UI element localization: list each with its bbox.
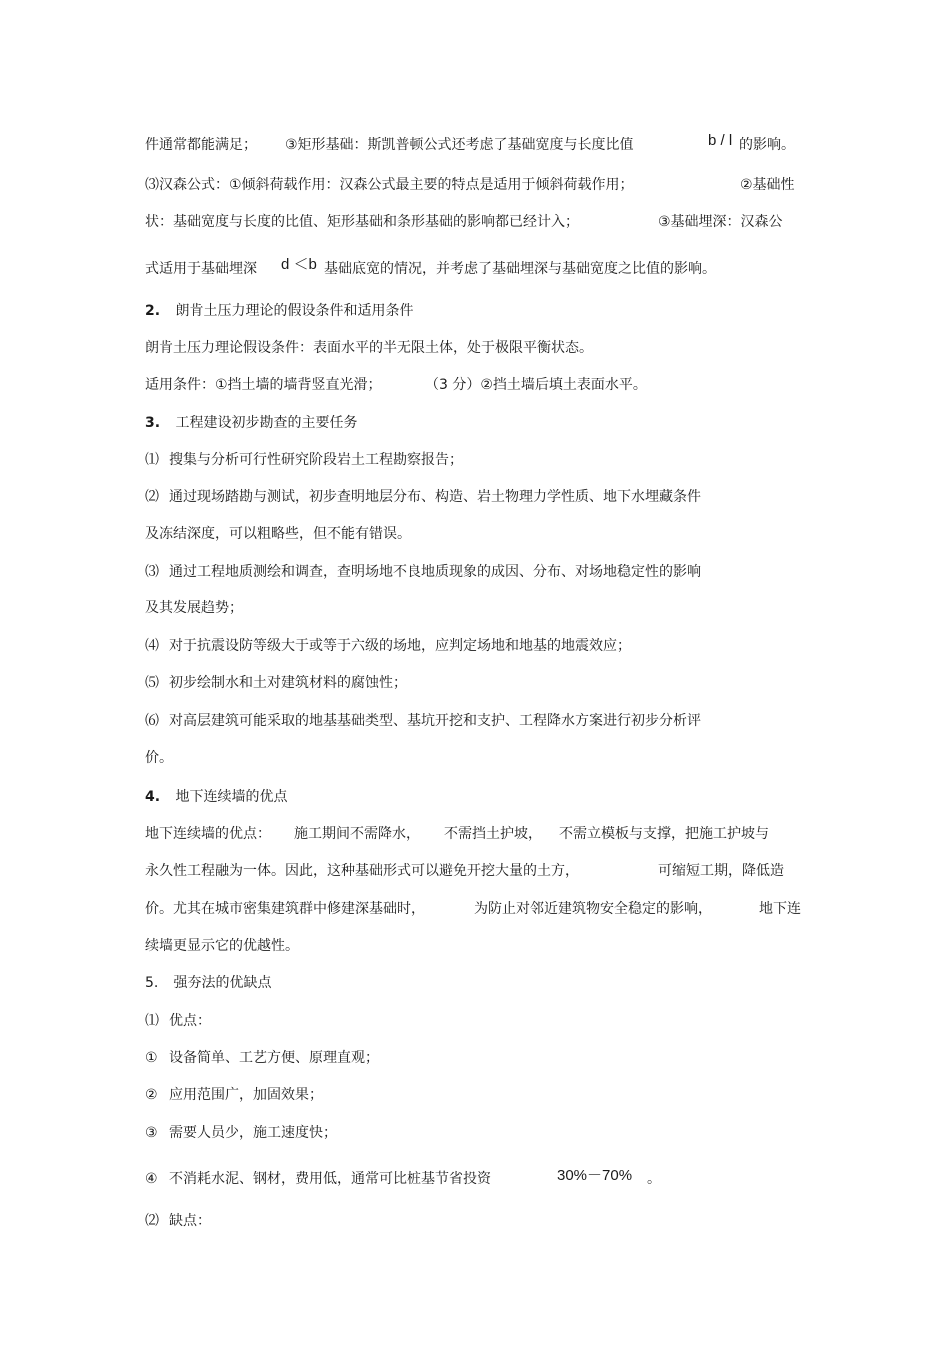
text-segment: 永久性工程融为一体。因此，这种基础形式可以避免开挖大量的土方， <box>145 863 579 879</box>
subsection-heading <box>145 1011 211 1031</box>
list-item-number: ③ <box>145 1125 158 1141</box>
text-segment: 的影响。 <box>739 137 795 153</box>
section-number: 2. <box>145 303 161 319</box>
list-item-text: 及其发展趋势； <box>145 600 243 616</box>
list-item-number: ⑵ <box>145 489 159 505</box>
text-segment: 地下连续墙的优点： <box>145 826 271 842</box>
list-item-text: 对高层建筑可能采取的地基基础类型、基坑开挖和支护、工程降水方案进行初步分析评 <box>169 713 701 729</box>
text-segment: 不需挡土护坡， <box>444 826 542 842</box>
list-item-number: ⑶ <box>145 564 159 580</box>
section-title: 朗肯土压力理论的假设条件和适用条件 <box>175 303 414 319</box>
list-item-text: 设备简单、工艺方便、原理直观； <box>169 1050 379 1066</box>
paragraph-line <box>145 338 593 358</box>
list-item-number: ⑸ <box>145 675 159 691</box>
list-item <box>145 487 701 507</box>
section-number: 5. <box>145 975 159 991</box>
text-segment: （3 分）②挡土墙后填土表面水平。 <box>425 377 647 393</box>
text-segment: 状：基础宽度与长度的比值、矩形基础和条形基础的影响都已经计入； <box>145 214 579 230</box>
text-segment: 可缩短工期，降低造 <box>658 863 784 879</box>
subsection-title: 缺点： <box>169 1213 211 1229</box>
list-item-number: ⑹ <box>145 713 159 729</box>
list-item-text: 搜集与分析可行性研究阶段岩土工程勘察报告； <box>169 452 463 468</box>
subsection-title: 优点： <box>169 1013 211 1029</box>
list-item <box>145 1169 491 1189</box>
text-segment: 式适用于基础埋深 <box>145 261 257 277</box>
text-segment: 。 <box>647 1171 661 1187</box>
text-segment: 地下连 <box>759 901 801 917</box>
formula-d-less-b: d ＜b <box>281 256 317 273</box>
text-segment: 基础底宽的情况，并考虑了基础埋深与基础宽度之比值的影响。 <box>324 261 716 277</box>
list-item-text: 不消耗水泥、钢材，费用低，通常可比桩基节省投资 <box>169 1171 491 1187</box>
list-item <box>145 562 701 582</box>
paragraph-line <box>145 259 257 279</box>
text-segment: 为防止对邻近建筑物安全稳定的影响， <box>474 901 712 917</box>
list-item-number: ⑷ <box>145 638 159 654</box>
section-heading <box>145 973 271 993</box>
list-item-text: 及冻结深度，可以粗略些，但不能有错误。 <box>145 526 411 542</box>
list-item <box>145 450 463 470</box>
list-item-number: ⑵ <box>145 1213 159 1229</box>
section-heading <box>145 413 357 433</box>
list-item-number: ① <box>145 1050 158 1066</box>
list-item-text: 通过现场踏勘与测试，初步查明地层分布、构造、岩土物理力学性质、地下水埋藏条件 <box>169 489 701 505</box>
list-item-number: ④ <box>145 1171 158 1187</box>
formula-percent-range: 30%－70% <box>557 1167 633 1184</box>
list-item-text: 对于抗震设防等级大于或等于六级的场地，应判定场地和地基的地震效应； <box>169 638 631 654</box>
text-segment: ②基础性 <box>740 177 795 193</box>
text-segment: 件通常都能满足； <box>145 137 257 153</box>
text-segment: 不需立模板与支撑，把施工护坡与 <box>559 826 769 842</box>
list-item <box>145 1048 379 1068</box>
list-item-continuation <box>145 524 411 544</box>
list-item-text: 初步绘制水和土对建筑材料的腐蚀性； <box>169 675 407 691</box>
paragraph-line <box>145 861 579 881</box>
paragraph-line <box>145 375 382 395</box>
list-item-continuation <box>145 598 243 618</box>
text-segment: 朗肯土压力理论假设条件：表面水平的半无限土体，处于极限平衡状态。 <box>145 340 593 356</box>
formula-b-over-l: b / l <box>708 132 733 149</box>
text-segment: 施工期间不需降水， <box>294 826 420 842</box>
section-title: 地下连续墙的优点 <box>175 789 288 805</box>
list-item-text: 价。 <box>145 750 173 766</box>
list-item <box>145 1123 337 1143</box>
text-segment: 适用条件：①挡土墙的墙背竖直光滑； <box>145 377 382 393</box>
subsection-heading <box>145 1211 211 1231</box>
text-segment: ③矩形基础：斯凯普顿公式还考虑了基础宽度与长度比值 <box>285 137 634 153</box>
list-item <box>145 1085 323 1105</box>
list-item-text: 通过工程地质测绘和调查，查明场地不良地质现象的成因、分布、对场地稳定性的影响 <box>169 564 701 580</box>
list-item-text: 应用范围广，加固效果； <box>169 1087 323 1103</box>
section-number: 4. <box>145 789 161 805</box>
list-item <box>145 711 701 731</box>
text-segment: ③基础埋深：汉森公 <box>658 214 783 230</box>
paragraph-line <box>145 212 579 232</box>
section-heading <box>145 301 413 321</box>
paragraph-line <box>145 899 425 919</box>
paragraph-line <box>145 936 299 956</box>
section-heading <box>145 787 287 807</box>
text-segment: ⑶汉森公式：①倾斜荷载作用：汉森公式最主要的特点是适用于倾斜荷载作用； <box>145 177 634 193</box>
text-segment: 续墙更显示它的优越性。 <box>145 938 299 954</box>
list-item-number: ⑴ <box>145 1013 159 1029</box>
section-number: 3. <box>145 415 161 431</box>
text-segment: 价。尤其在城市密集建筑群中修建深基础时， <box>145 901 425 917</box>
list-item <box>145 673 407 693</box>
list-item-number: ② <box>145 1087 158 1103</box>
section-title: 工程建设初步勘查的主要任务 <box>175 415 358 431</box>
paragraph-line <box>145 824 271 844</box>
list-item-text: 需要人员少，施工速度快； <box>169 1125 337 1141</box>
list-item-number: ⑴ <box>145 452 159 468</box>
paragraph-line <box>145 135 257 155</box>
list-item <box>145 636 631 656</box>
list-item-continuation <box>145 748 173 768</box>
paragraph-line <box>145 175 634 195</box>
section-title: 强夯法的优缺点 <box>173 975 272 991</box>
